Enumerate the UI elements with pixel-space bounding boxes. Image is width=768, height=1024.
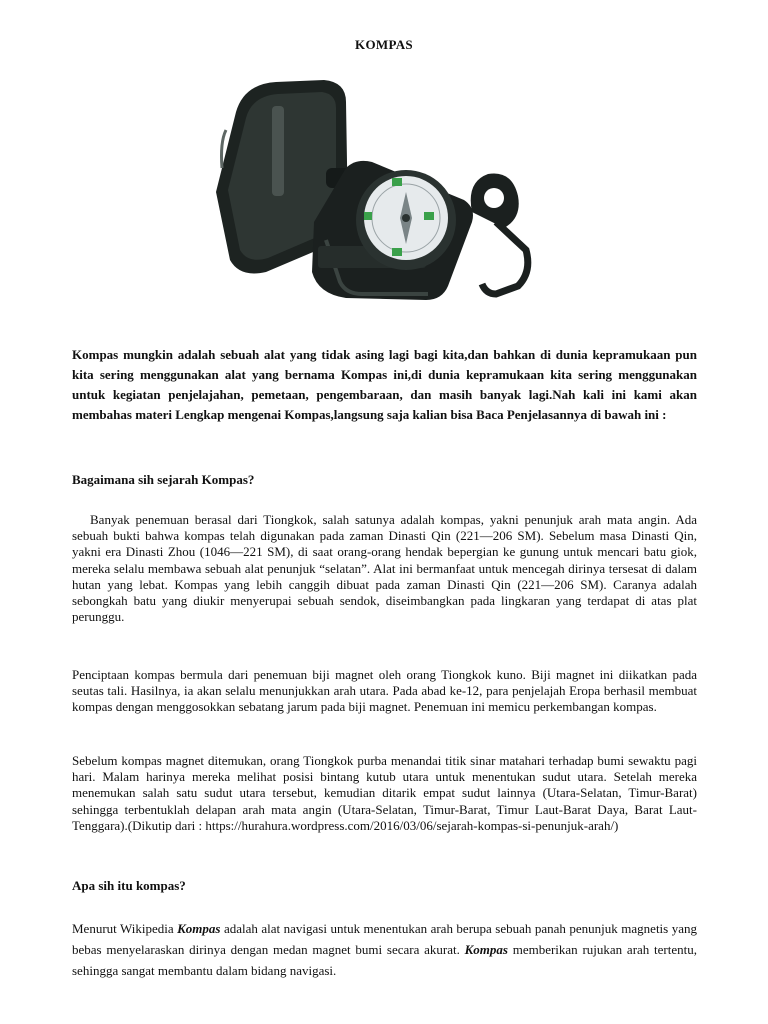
intro-paragraph: Kompas mungkin adalah sebuah alat yang tidak asing lagi bagi kita,dan bahkan di dunia kepramukaan pun kita sering menggunakan alat yang bernama Kompas ini,di dunia kepramukaan kita sering menggunakan untuk kegiatan penjelajahan, pemetaan, pengembaraan, dan masih banyak lagi.Nah kali ini kami akan membahas materi Lengkap mengenai Kompas,langsung saja kalian bisa Baca Penjelasannya di bawah ini : <box>72 347 697 422</box>
history-paragraph-3: Sebelum kompas magnet ditemukan, orang Tiongkok purba menandai titik sinar matahari terhadap bumi sewaktu pagi hari. Malam harinya mereka melihat posisi bintang kutub utara untuk menentukan sudut utara. Setelah mereka menemukan salah satu sudut utara tersebut, kemudian ditarik empat sudut lainnya (Utara-Selatan, Timur-Barat) sehingga terbentuklah delapan arah mata angin (Utara-Selatan, Timur-Barat, Timur Laut-Barat Daya, Barat Laut-Tenggara).(Dikutip dari : https://hurahura.wordpress.com/2016/03/06/sejarah-kompas-si-penunjuk-arah/) <box>72 753 697 833</box>
definition-term-1: Kompas <box>177 921 221 936</box>
heading-what-is-compass: Apa sih itu kompas? <box>72 878 186 893</box>
definition-paragraph <box>72 918 697 981</box>
definition-term-2: Kompas <box>464 942 508 957</box>
page-title: KOMPAS <box>355 37 413 52</box>
compass-photo <box>196 72 560 312</box>
history-paragraph-2: Penciptaan kompas bermula dari penemuan biji magnet oleh orang Tiongkok kuno. Biji magnet ini diikatkan pada seutas tali. Hasilnya, ia akan selalu menunjukkan arah utara. Pada abad ke-12, para penjelajah Eropa berhasil membuat kompas dengan menggosokkan sebatang jarum pada biji magnet. Penemuan ini memicu perkembangan kompas. <box>72 667 697 715</box>
definition-text-1: Menurut Wikipedia <box>72 921 178 936</box>
definition-text-2: adalah alat navigasi untuk menentukan arah berupa sebuah panah penunjuk magnetis yang bebas menyelaraskan dirinya dengan medan magnet bumi secara akurat. <box>72 921 697 957</box>
compass-sight-ring <box>471 173 528 294</box>
history-paragraph-1: Banyak penemuan berasal dari Tiongkok, salah satunya adalah kompas, yakni penunjuk arah mata angin. Ada sebuah bukti bahwa kompas telah digunakan pada zaman Dinasti Qin (221—206 SM). Sebelum masa Dinasti Qin, yakni era Dinasti Zhou (1046—221 SM), di saat orang-orang hendak bepergian ke gunung untuk mencari batu giok, mereka selalu membawa sebuah alat penunjuk “selatan”. Alat ini bermanfaat untuk mencegah dirinya tersesat di dalam hutan yang lebat. Kompas yang lebih canggih dibuat pada zaman Dinasti Qin (221—206 SM). Caranya adalah sebongkah batu yang diukir menyerupai sebuah sendok, diseimbangkan pada lingkaran yang terdapat di atas plat perunggu. <box>72 512 697 625</box>
compass-dial <box>356 170 456 270</box>
heading-history: Bagaimana sih sejarah Kompas? <box>72 472 255 487</box>
definition-text-3: memberikan rujukan arah tertentu, sehingga sangat membantu dalam bidang navigasi. <box>72 942 698 978</box>
